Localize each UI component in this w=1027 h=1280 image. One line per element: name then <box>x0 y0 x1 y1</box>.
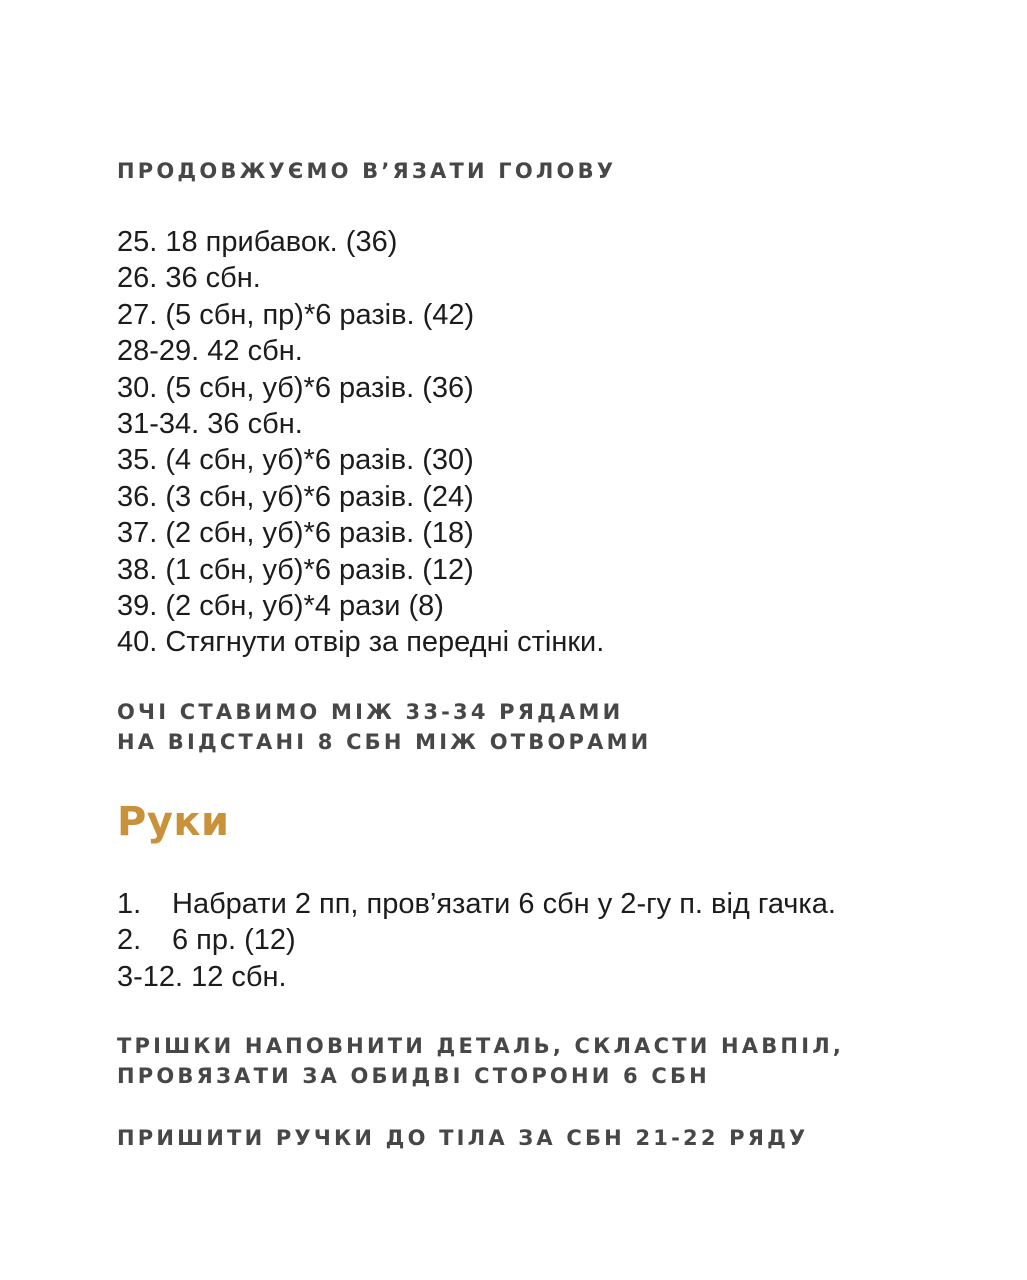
arm-row <box>117 959 836 995</box>
stuffing-note <box>117 1031 844 1091</box>
arm-row-text: Набрати 2 пп, пров’язати 6 сбн у 2-гу п. від гачка. <box>172 888 836 920</box>
head-rows-list <box>117 224 604 661</box>
stuffing-note-line: ПРОВЯЗАТИ ЗА ОБИДВІ СТОРОНИ 6 СБН <box>117 1064 710 1088</box>
arm-row <box>117 922 836 958</box>
head-row: 39. (2 сбн, уб)*4 рази (8) <box>117 590 444 623</box>
head-section-heading: ПРОДОВЖУЄМО В’ЯЗАТИ ГОЛОВУ <box>117 159 617 183</box>
head-row: 38. (1 сбн, уб)*6 разів. (12) <box>117 553 474 586</box>
arm-row-text: 12 сбн. <box>191 960 287 993</box>
arm-row-number: 2. <box>117 924 142 957</box>
head-row: 40. Стягнути отвір за передні стінки. <box>117 626 605 659</box>
arm-row-number: 3-12. <box>117 960 184 993</box>
sewing-note: ПРИШИТИ РУЧКИ ДО ТІЛА ЗА СБН 21-22 РЯДУ <box>117 1126 809 1150</box>
head-row: 36. (3 сбн, уб)*6 разів. (24) <box>117 480 474 513</box>
arms-section-title: Руки <box>117 799 230 845</box>
arm-row-text: 6 пр. (12) <box>172 924 296 957</box>
head-row: 26. 36 сбн. <box>117 262 261 295</box>
head-row: 35. (4 сбн, уб)*6 разів. (30) <box>117 444 474 477</box>
head-row: 37. (2 сбн, уб)*6 разів. (18) <box>117 517 474 550</box>
head-row: 28-29. 42 сбн. <box>117 335 303 368</box>
head-row: 27. (5 сбн, пр)*6 разів. (42) <box>117 298 475 331</box>
stuffing-note-line: ТРІШКИ НАПОВНИТИ ДЕТАЛЬ, СКЛАСТИ НАВПІЛ, <box>117 1034 845 1058</box>
arm-row <box>117 886 836 922</box>
eyes-note-line: ОЧІ СТАВИМО МІЖ 33-34 РЯДАМИ <box>117 700 624 724</box>
eyes-placement-note <box>117 697 651 757</box>
head-row: 30. (5 сбн, уб)*6 разів. (36) <box>117 371 474 404</box>
pattern-page <box>117 0 1007 1280</box>
head-row: 25. 18 прибавок. (36) <box>117 226 398 258</box>
arm-rows-list <box>117 886 836 995</box>
head-row: 31-34. 36 сбн. <box>117 408 303 441</box>
eyes-note-line: НА ВІДСТАНІ 8 СБН МІЖ ОТВОРАМИ <box>117 730 652 754</box>
arm-row-number: 1. <box>117 888 142 920</box>
